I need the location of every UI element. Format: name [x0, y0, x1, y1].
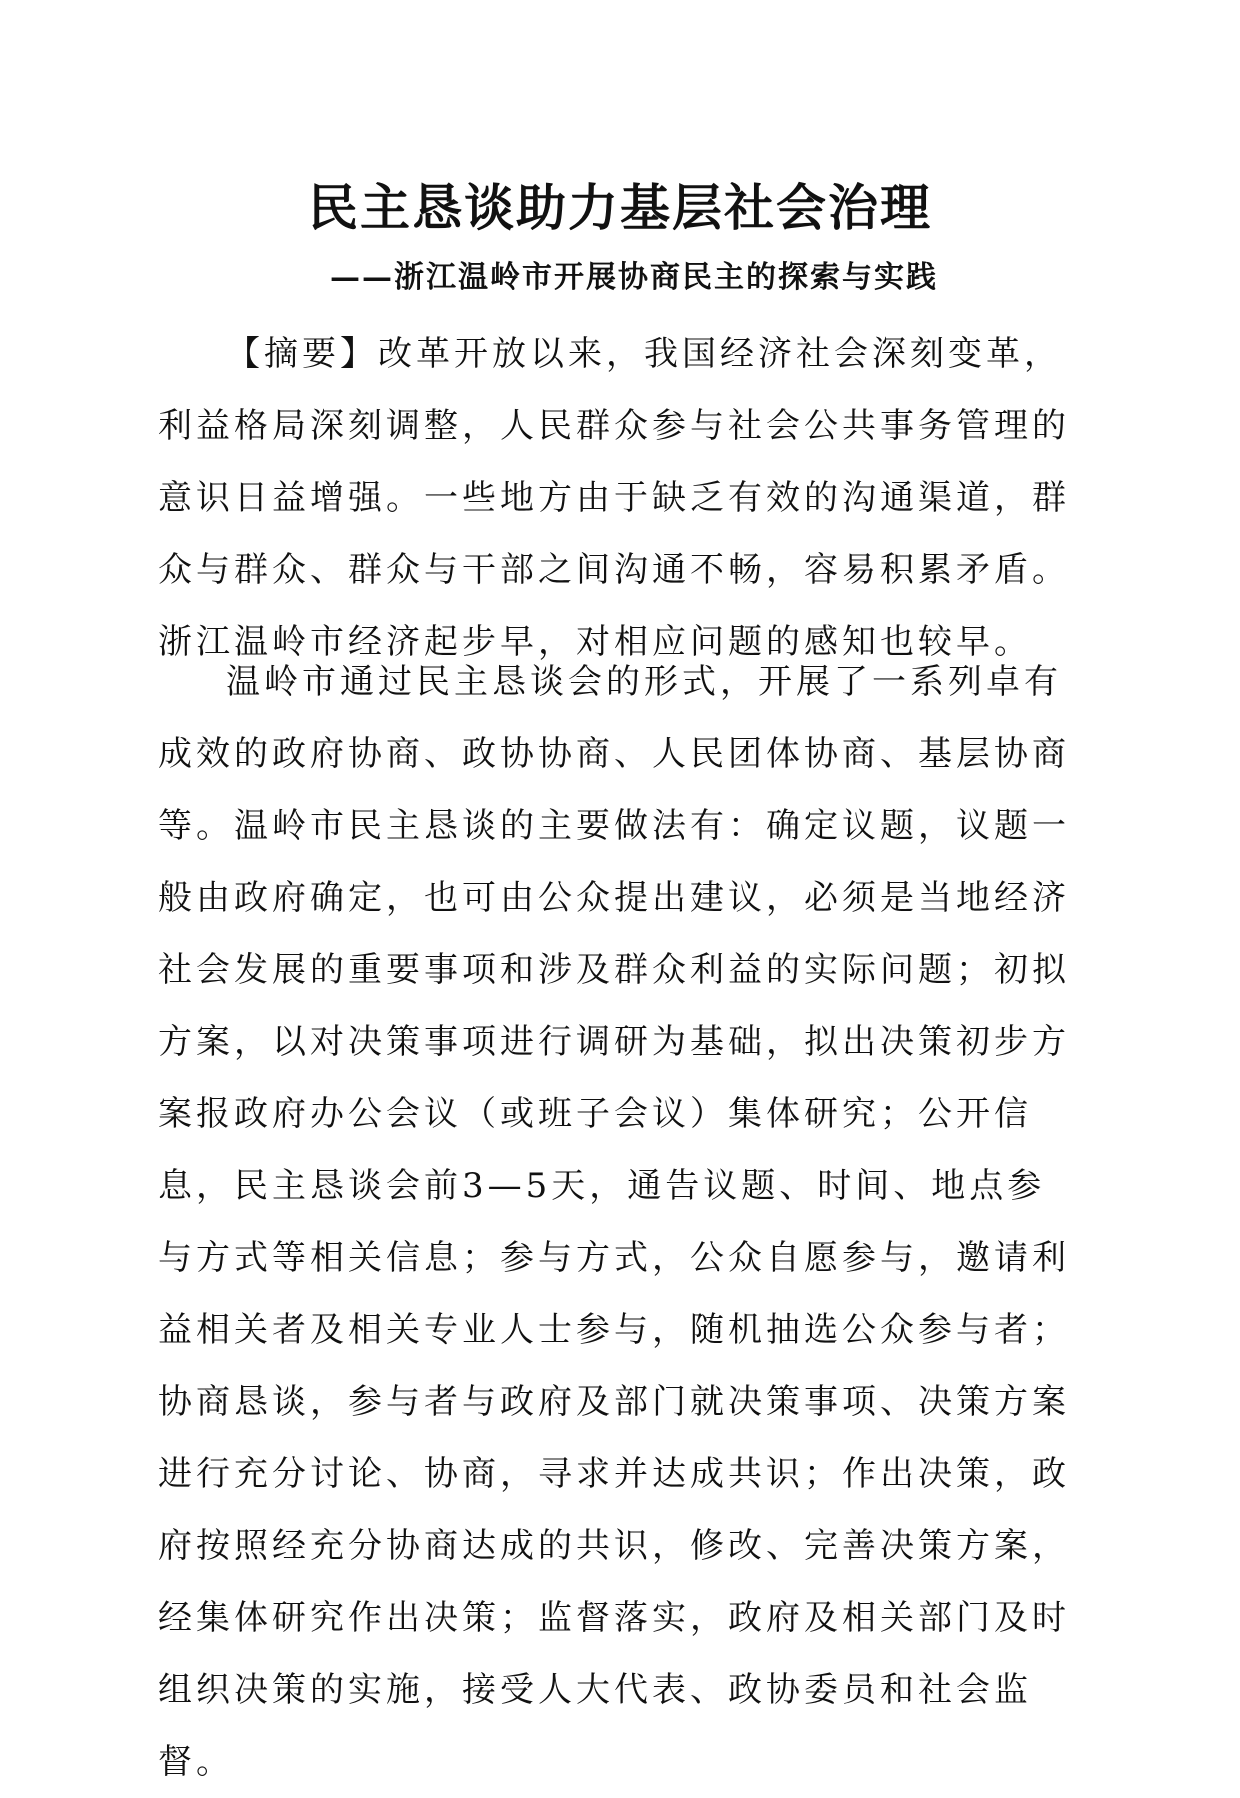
abstract-paragraph: 【摘要】改革开放以来，我国经济社会深刻变革，利益格局深刻调整，人民群众参与社会公共事务管理的意识日益增强。一些地方由于缺乏有效的沟通渠道，群众与群众、群众与干部之间沟通不畅，容易积累矛盾。浙江温岭市经济起步早，对相应问题的感知也较早。: [158, 334, 1070, 662]
document-title: 民主恳谈助力基层社会治理: [308, 178, 932, 237]
document-subtitle: ——浙江温岭市开展协商民主的探索与实践: [330, 260, 938, 295]
body-paragraph: 温岭市通过民主恳谈会的形式，开展了一系列卓有成效的政府协商、政协协商、人民团体协商、基层协商等。温岭市民主恳谈的主要做法有：确定议题，议题一般由政府确定，也可由公众提出建议，必须是当地经济社会发展的重要事项和涉及群众利益的实际问题；初拟方案，以对决策事项进行调研为基础，拟出决策初步方案报政府办公会议（或班子会议）集体研究；公开信息，民主恳谈会前3—5天，通告议题、时间、地点参与方式等相关信息；参与方式，公众自愿参与，邀请利益相关者及相关专业人士参与，随机抽选公众参与者；协商恳谈，参与者与政府及部门就决策事项、决策方案进行充分讨论、协商，寻求并达成共识；作出决策，政府按照经充分协商达成的共识，修改、完善决策方案，经集体研究作出决策；监督落实，政府及相关部门及时组织决策的实施，接受人大代表、政协委员和社会监督。: [158, 662, 1070, 1782]
